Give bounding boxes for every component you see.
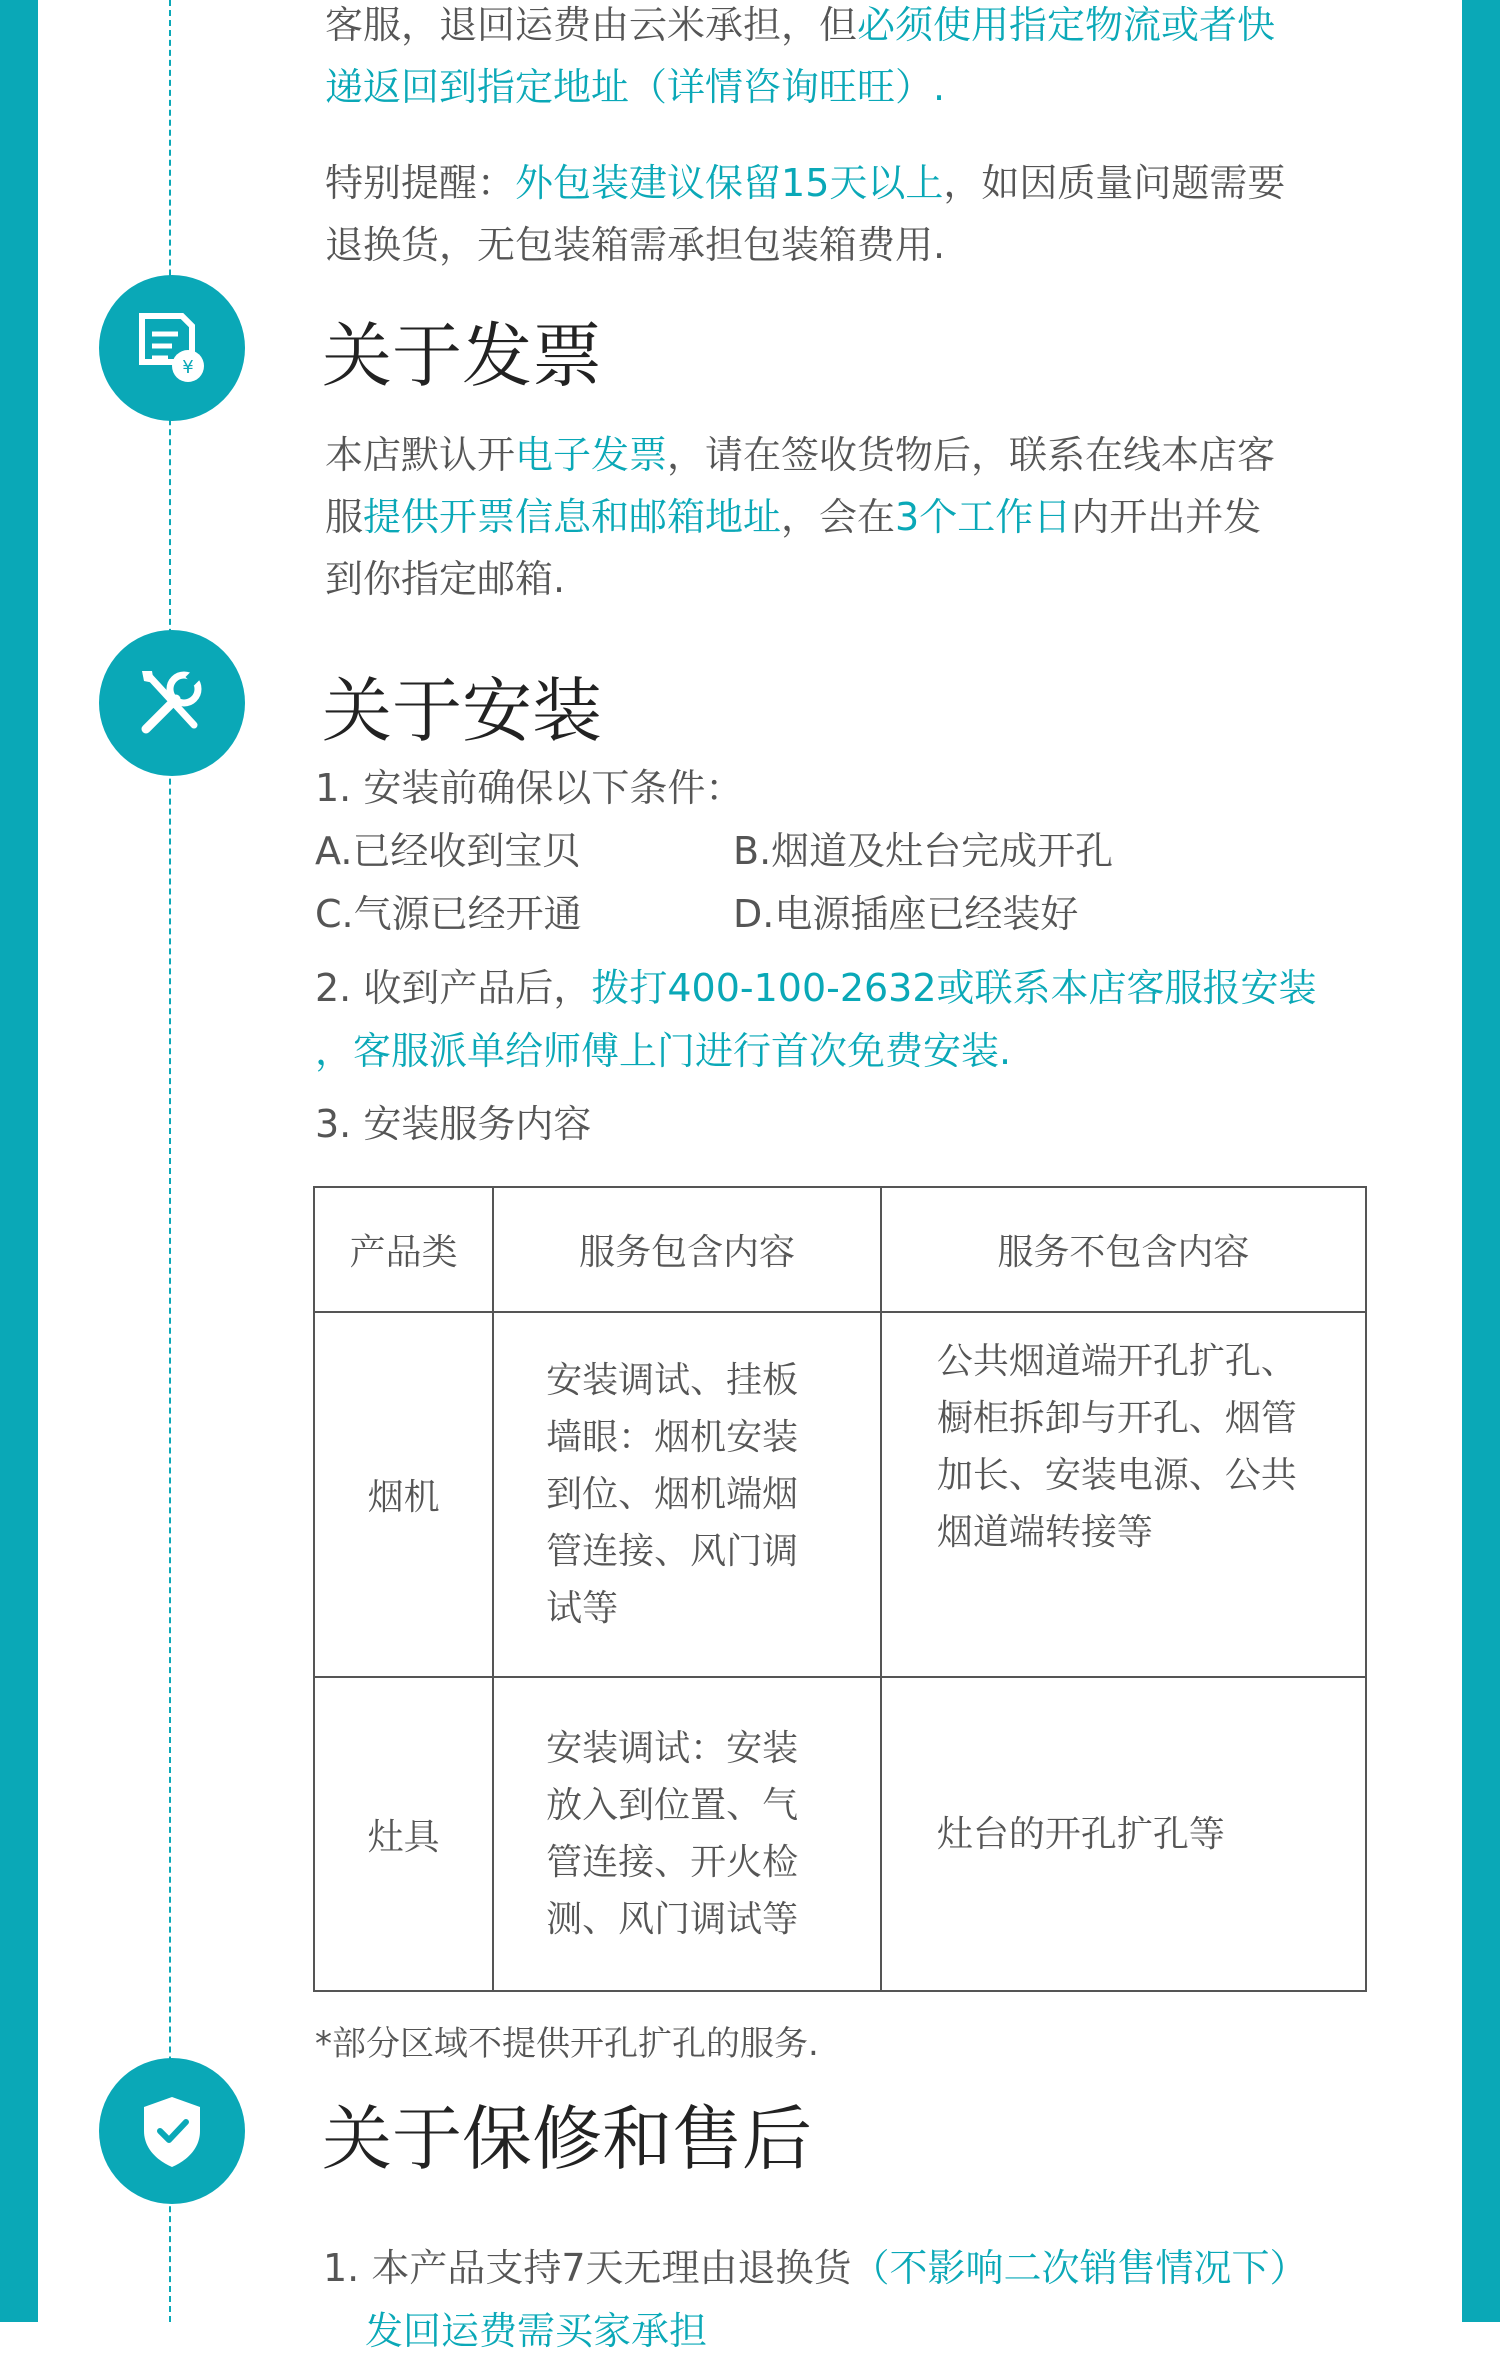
- table-header-included: 服务包含内容: [493, 1187, 881, 1312]
- warranty-item-1-continued: 发回运费需买家承担: [365, 2309, 708, 2353]
- invoice-icon-badge: [99, 275, 245, 421]
- install-item-3: 3. 安装服务内容: [315, 1102, 592, 1146]
- install-service-table: [313, 1186, 1367, 1992]
- table-row: [314, 1312, 1366, 1677]
- table-cell-included: 安装调试、挂板 墙眼：烟机安装 到位、烟机端烟 管连接、风门调 试等: [493, 1312, 881, 1677]
- table-cell-excluded: 公共烟道端开孔扩孔、 橱柜拆卸与开孔、烟管 加长、安装电源、公共 烟道端转接等: [881, 1312, 1366, 1677]
- invoice-heading: 关于发票: [322, 315, 602, 397]
- invoice-icon: [132, 308, 212, 388]
- install-item-2-continued: ，客服派单给师傅上门进行首次免费安装.: [315, 1029, 1012, 1073]
- table-cell-product: 烟机: [314, 1312, 493, 1677]
- return-shipping-text: 客服，退回运费由云米承担，但必须使用指定物流或者快 递返回到指定地址（详情咨询旺旺）.: [325, 3, 1276, 109]
- table-header-excluded: 服务不包含内容: [881, 1187, 1366, 1312]
- special-reminder-text: 特别提醒：外包装建议保留15天以上，如因质量问题需要 退换货，无包装箱需承担包装箱费用.: [325, 161, 1286, 267]
- install-icon-badge: [99, 630, 245, 776]
- invoice-text: 本店默认开电子发票，请在签收货物后，联系在线本店客 服提供开票信息和邮箱地址，会在3个工作日内开出并发 到你指定邮箱.: [325, 433, 1276, 601]
- install-footnote: *部分区域不提供开孔扩孔的服务.: [315, 2024, 819, 2064]
- install-heading: 关于安装: [322, 670, 602, 752]
- table-header-product: 产品类: [314, 1187, 493, 1312]
- tools-icon: [132, 663, 212, 743]
- table-cell-excluded: 灶台的开孔扩孔等: [881, 1677, 1366, 1991]
- right-accent-bar: [1462, 0, 1500, 2322]
- install-condition-c: C.气源已经开通: [315, 892, 582, 936]
- warranty-item-1: 1. 本产品支持7天无理由退换货（不影响二次销售情况下）: [323, 2246, 1308, 2290]
- install-item-1: 1. 安装前确保以下条件：: [315, 766, 744, 810]
- shield-check-icon: [134, 2091, 210, 2171]
- install-condition-b: B.烟道及灶台完成开孔: [733, 829, 1114, 873]
- install-item-2: 2. 收到产品后，拨打400-100-2632或联系本店客服报安装: [315, 966, 1317, 1010]
- install-condition-a: A.已经收到宝贝: [315, 829, 581, 873]
- table-row: [314, 1677, 1366, 1991]
- left-accent-bar: [0, 0, 38, 2322]
- table-cell-included: 安装调试：安装 放入到位置、气 管连接、开火检 测、风门调试等: [493, 1677, 881, 1991]
- warranty-heading: 关于保修和售后: [322, 2098, 812, 2180]
- table-cell-product: 灶具: [314, 1677, 493, 1991]
- table-header-row: [314, 1187, 1366, 1312]
- warranty-icon-badge: [99, 2058, 245, 2204]
- install-condition-d: D.电源插座已经装好: [733, 892, 1079, 936]
- svg-text:¥: ¥: [182, 357, 194, 378]
